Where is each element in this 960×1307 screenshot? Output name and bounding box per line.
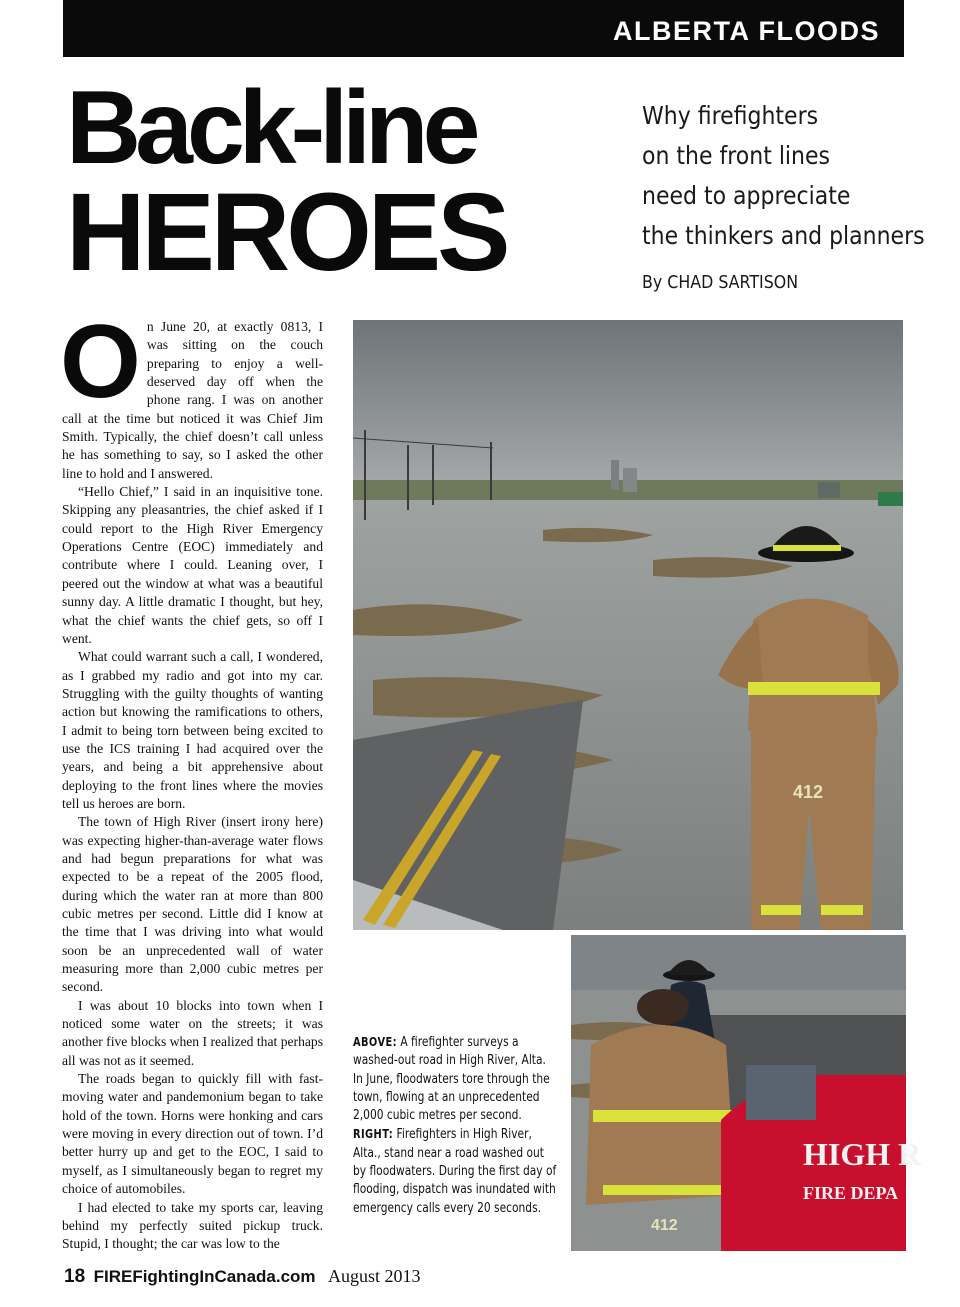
caption-label: ABOVE: — [353, 1035, 397, 1049]
drop-cap: O — [60, 304, 141, 420]
caption-text: Firefighters in High River, Alta., stand near a road washed out by floodwaters. During the first day of flooding, dispatch was inundated with emergency calls every 20 seconds. — [353, 1127, 557, 1216]
deck-line: need to appreciate — [642, 181, 851, 210]
firefighters-truck-illustration — [571, 935, 922, 1251]
paragraph: The town of High River (insert irony here) was expecting higher-than-average water flows and had begun preparations for what was expected to be a repeat of the 2005 flood, during which the water ran at more than 800 cubic metres per second. Little did I know at the time that I was driving into what would soon be an unprecedented wall of water measuring more than 2,000 cubic metres per second. — [62, 814, 323, 995]
caption-above — [353, 1033, 558, 1125]
byline: By CHAD SARTISON — [642, 272, 799, 293]
section-banner — [63, 0, 904, 57]
helmet-number: 412 — [793, 782, 824, 802]
section-label: ALBERTA FLOODS — [613, 16, 880, 46]
caption-text: A firefighter surveys a washed-out road in High River, Alta. In June, floodwaters tore through the town, flowing at an unprecedented 2,000 cubic metres per second. — [353, 1035, 550, 1124]
headline — [66, 70, 626, 294]
deck-line: on the front lines — [642, 141, 830, 170]
paragraph: What could warrant such a call, I wondered, as I grabbed my radio and got into my car. Struggling with the guilty thoughts of wanting action but knowing the ramifications to others, I admit to being torn between being excited to use the ICS training I had acquired over the years, and being a bit apprehensive about deploying to the front lines where the movies tell us heroes are born. — [62, 649, 323, 811]
main-photo — [353, 320, 903, 930]
photo-captions — [353, 1033, 558, 1218]
page-footer — [64, 1266, 421, 1288]
truck-lettering: FIRE DEPA — [803, 1183, 899, 1203]
paragraph: The roads began to quickly fill with fast-moving water and pandemonium began to take hold of the town. Horns were honking and cars were moving in every direction out of town. I’d better hurry up and get to the EOC, I said to myself, as I simultaneously began to regret my choice of automobiles. — [62, 1071, 323, 1197]
issue-date: August 2013 — [328, 1266, 421, 1286]
truck-lettering: HIGH R — [803, 1136, 922, 1172]
headline-line-2: HEROES — [66, 171, 507, 294]
caption-label: RIGHT: — [353, 1127, 394, 1142]
paragraph: n June 20, at exactly 0813, I was sitting on the couch preparing to enjoy a well-deserved day off when the phone rang. I was on another call at the time but noticed it was Chief Jim Smith. Typically, the chief doesn’t call unless he has something to say, so I asked the other line to hold and I answered. — [62, 319, 323, 481]
flooded-road-illustration — [353, 320, 903, 930]
deck — [642, 96, 925, 256]
helmet-number: 412 — [651, 1217, 678, 1234]
headline-line-1: Back-line — [66, 70, 475, 186]
paragraph: I was about 10 blocks into town when I noticed some water on the streets; it was another five blocks when I realized that perhaps all was not as it seemed. — [62, 997, 323, 1068]
deck-line: Why firefighters — [642, 101, 819, 130]
page-number: 18 — [64, 1266, 86, 1287]
paragraph: I had elected to take my sports car, leaving behind my perfectly suited pickup truck. Stupid, I thought; the car was low to the — [62, 1199, 323, 1252]
article-body — [60, 304, 323, 1258]
website: FIREFightingInCanada.com — [93, 1267, 316, 1286]
caption-right — [353, 1125, 558, 1217]
deck-line: the thinkers and planners — [642, 221, 925, 250]
paragraph: “Hello Chief,” I said in an inquisitive tone. Skipping any pleasantries, the chief asked if I could report to the High River Emergency Operations Centre (EOC) immediately and contribute where I could. Leaning over, I peered out the window at what was a beautiful sunny day. A little dramatic I thought, but hey, what the chief wants the chief gets, so off I went. — [62, 484, 323, 646]
right-photo — [568, 932, 922, 1251]
